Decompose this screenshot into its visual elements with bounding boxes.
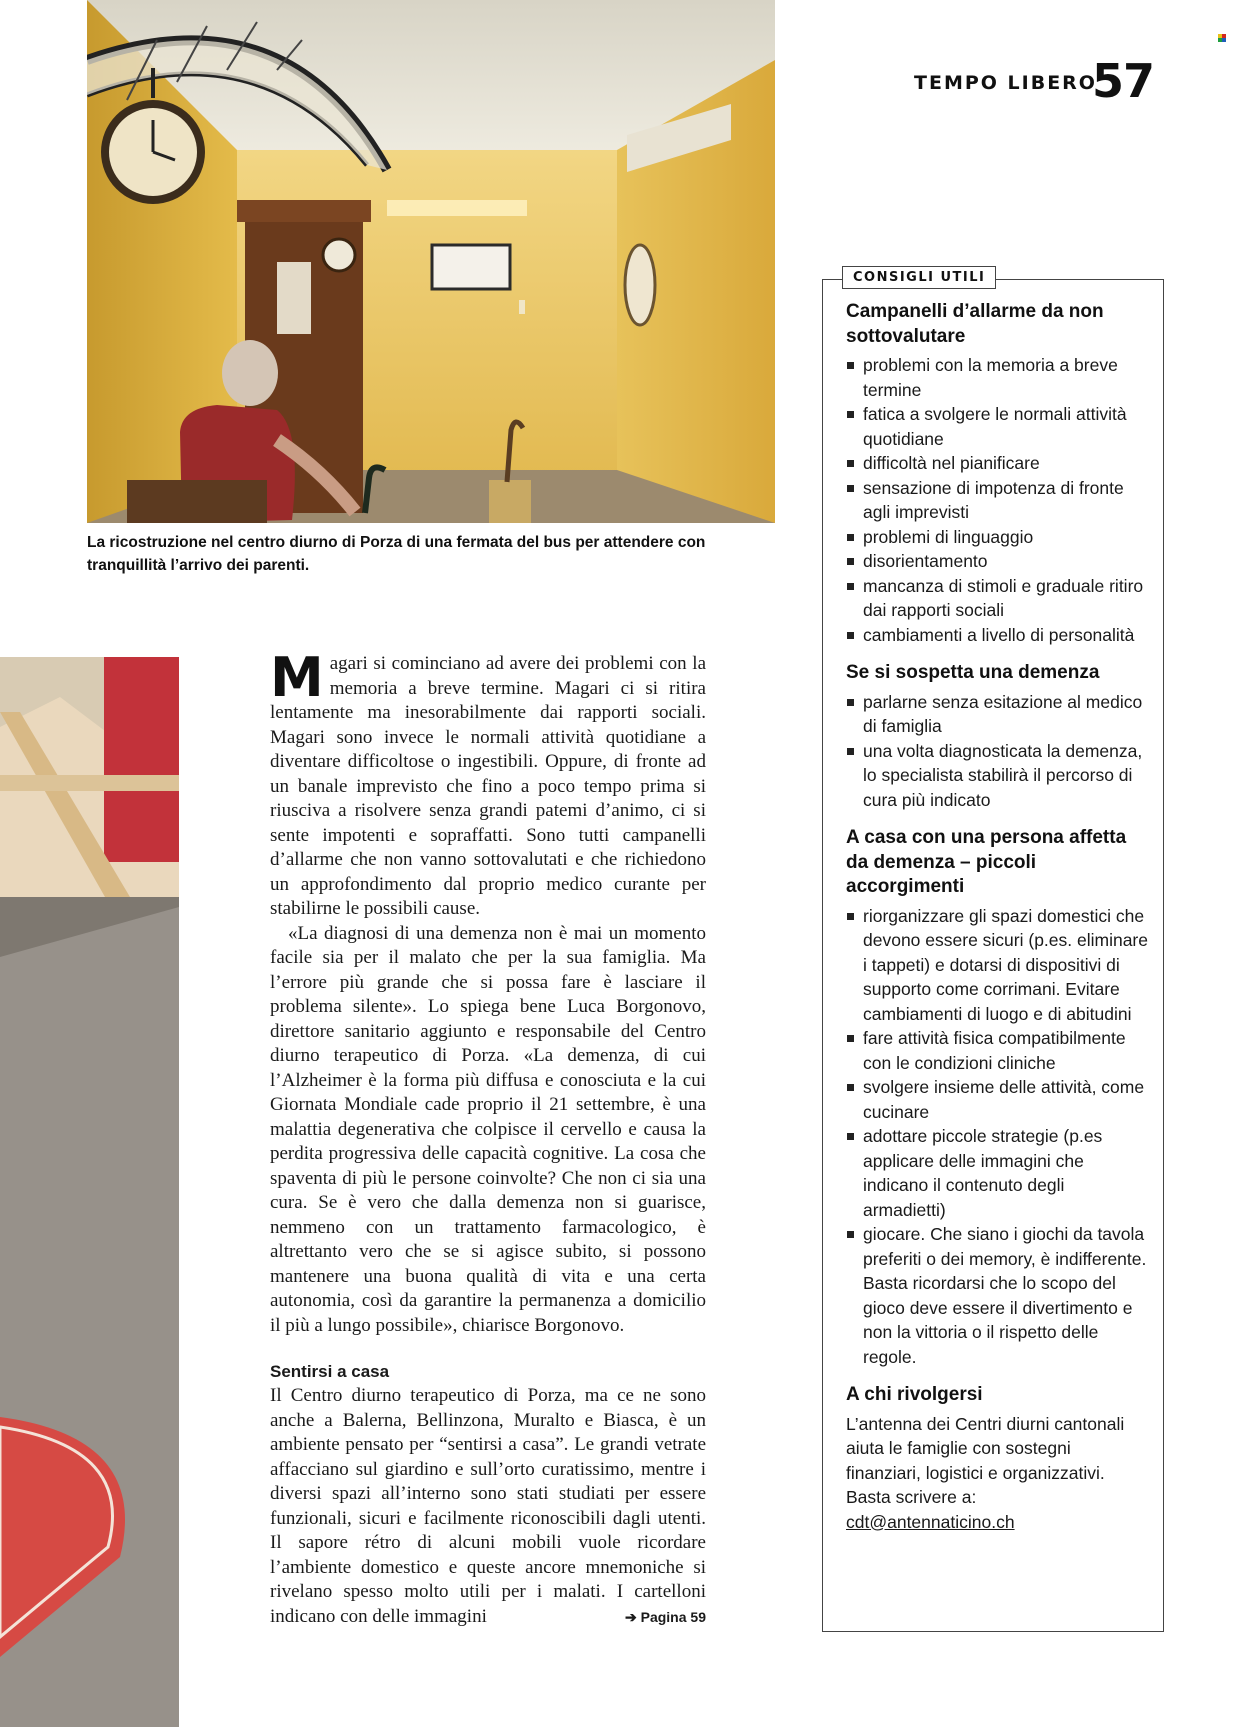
dropcap: M bbox=[270, 646, 324, 709]
page-number: 57 bbox=[1092, 54, 1155, 108]
article-paragraph-1-text: agari si cominciano ad avere dei problemi con la memoria a breve termine. Magari ci si ritira lentamente ma inesorabilmente dai rapporti sociali. Magari sono invece le normali attività quotidiane a diventare difficoltose o ingestibili. Oppure, di fronte ad un banale imprevisto che fino a poco tempo prima si riusciva a risolvere senza grandi patemi d’animo, ci si sente impotenti e sopraffatti. Sono tutti campanelli d’allarme che non vanno sottovalutati e che richiedono un approfondimento dal proprio medico curante per stabilirne le possibili cause. bbox=[270, 653, 706, 919]
photo-game-table-partial bbox=[0, 657, 179, 1727]
article-paragraph-3-text: Il Centro diurno terapeutico di Porza, ma ce ne sono anche a Balerna, Bellinzona, Muralto e Biasca, è un ambiente pensato per “sentirsi a casa”. Le grandi vetrate affacciano sul giardino e sull’orto curatissimo, mentre i diversi spazi all’interno sono stati studiati per essere funzionali, sicuri e facilmente riconoscibili dagli utenti. Il sapore rétro di alcuni mobili vuole ricordare l’ambiente domestico e queste ancore mnemoniche si rivelano spesso molto utili per i malati. I cartelloni indicano con delle immagini bbox=[270, 1385, 706, 1627]
tips-tag: CONSIGLI UTILI bbox=[842, 266, 996, 289]
article-subhead: Sentirsi a casa bbox=[270, 1362, 390, 1381]
list-item: problemi con la memoria a breve termine bbox=[846, 353, 1148, 402]
article-paragraph-1 bbox=[270, 646, 706, 922]
article-paragraph-2: «La diagnosi di una demenza non è mai un momento facile sia per il malato che per la sua famiglia. Ma l’errore più grande che si possa fare è lasciare il problema silente». Lo spiega bene Luca Borgonovo, direttore sanitario aggiunto e responsabile del Centro diurno terapeutico di Porza. «La demenza, di cui l’Alzheimer è la forma più diffusa e conosciuta e la cui Giornata Mondiale cade proprio il 21 settembre, è una malattia degenerativa che colpisce il cervello e causa la perdita progressiva delle capacità cognitive. La cosa che spaventa di più le persone coinvolte? Che non ci sia una cura. Se è vero che dalla demenza non si guarisce, nemmeno con un trattamento farmacologico, è altrettanto vero che se si agisce subito, si possono mantenere una buona qualità di vita e una certa autonomia, così da garantire la permanenza a domicilio il più a lungo possibile», chiarisce Borgonovo. bbox=[270, 922, 706, 1336]
list-item: una volta diagnosticata la demenza, lo specialista stabilirà il percorso di cura più indicato bbox=[846, 739, 1148, 813]
list-item: fatica a svolgere le normali attività quotidiane bbox=[846, 402, 1148, 451]
section-label: TEMPO LIBERO bbox=[914, 72, 1097, 94]
list-item: giocare. Che siano i giochi da tavola preferiti o dei memory, è indifferente. Basta ricordarsi che lo scopo del gioco deve essere il divertimento e non la vittoria o il rispetto delle regole. bbox=[846, 1222, 1148, 1369]
contact-email-link[interactable]: cdt@antennaticino.ch bbox=[846, 1511, 1015, 1532]
photo-bus-stop-reconstruction bbox=[87, 0, 775, 523]
list-item: sensazione di impotenza di fronte agli imprevisti bbox=[846, 476, 1148, 525]
list-item: disorientamento bbox=[846, 549, 1148, 574]
tips-heading-suspect: Se si sospetta una demenza bbox=[846, 662, 1100, 683]
article-body bbox=[270, 646, 706, 1629]
list-item: svolgere insieme delle attività, come cucinare bbox=[846, 1075, 1148, 1124]
article-paragraph-3 bbox=[270, 1384, 706, 1629]
list-item: cambiamenti a livello di personalità bbox=[846, 623, 1148, 648]
tips-heading-contacts: A chi rivolgersi bbox=[846, 1384, 983, 1405]
list-item: adottare piccole strategie (p.es applicare delle immagini che indicano il contenuto degli armadietti) bbox=[846, 1124, 1148, 1222]
list-item: fare attività fisica compatibilmente con le condizioni cliniche bbox=[846, 1026, 1148, 1075]
list-item: difficoltà nel pianificare bbox=[846, 451, 1148, 476]
list-item: problemi di linguaggio bbox=[846, 525, 1148, 550]
tips-list-suspect bbox=[846, 690, 1148, 813]
tips-heading-warning-signs: Campanelli d’allarme da non sottovalutare bbox=[846, 301, 1104, 347]
tips-heading-at-home: A casa con una persona affetta da demenza – piccoli accorgimenti bbox=[846, 827, 1127, 897]
photo-caption: La ricostruzione nel centro diurno di Porza di una fermata del bus per attendere con tranquillità l’arrivo dei parenti. bbox=[87, 534, 706, 574]
tips-content bbox=[846, 300, 1148, 1534]
tips-list-warning-signs bbox=[846, 353, 1148, 647]
tips-list-at-home bbox=[846, 904, 1148, 1370]
list-item: riorganizzare gli spazi domestici che devono essere sicuri (p.es. eliminare i tappeti) e dotarsi di dispositivi di supporto come corrimani. Evitare cambiamenti di luogo e di abitudini bbox=[846, 904, 1148, 1027]
tips-contacts-text: L’antenna dei Centri diurni cantonali aiuta le famiglie con sostegni finanziari, logistici e organizzativi. Basta scrivere a: bbox=[846, 1413, 1125, 1507]
list-item: parlarne senza esitazione al medico di famiglia bbox=[846, 690, 1148, 739]
list-item: mancanza di stimoli e graduale ritiro dai rapporti sociali bbox=[846, 574, 1148, 623]
continue-link[interactable]: ➔ Pagina 59 bbox=[625, 1608, 706, 1625]
color-registration-mark bbox=[1218, 34, 1226, 42]
